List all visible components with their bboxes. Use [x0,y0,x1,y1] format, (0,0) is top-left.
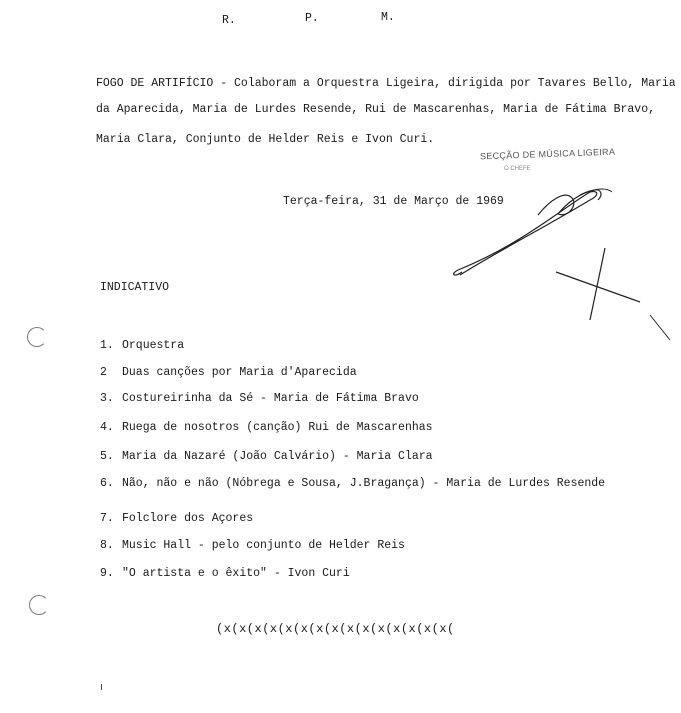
list-item: 9. "O artista e o êxito" - Ivon Curi [100,567,350,580]
list-item: 8. Music Hall - pelo conjunto de Helder Reis [100,539,405,552]
list-item: 6. Não, não e não (Nóbrega e Sousa, J.Bragança) - Maria de Lurdes Resende [100,477,606,490]
list-item: 4. Ruega de nosotros (canção) Rui de Mascarenhas [100,421,433,434]
stamp-sub: O CHEFE [504,166,531,172]
list-item: 5. Maria da Nazaré (João Calvário) - Maria Clara [100,450,433,463]
intro-line: FOGO DE ARTIFÍCIO - Colaboram a Orquestra Ligeira, dirigida por Tavares Bello, Maria [96,77,676,90]
stray-mark [101,684,102,690]
separator-line: (x(x(x(x(x(x(x(x(x(x(x(x(x(x(x( [216,622,455,636]
punch-hole-icon [29,595,49,615]
intro-line: Maria Clara, Conjunto de Helder Reis e Ivon Curi. [96,133,435,146]
punch-hole-icon [27,327,47,347]
list-item: 7. Folclore dos Açores [100,512,254,525]
header-m: M. [381,11,395,24]
date-line: Terça-feira, 31 de Março de 1969 [283,195,504,208]
header-r: R. [222,14,236,27]
header-p: P. [305,12,319,25]
signature-mark [440,170,680,350]
intro-line: da Aparecida, Maria de Lurdes Resende, Rui de Mascarenhas, Maria de Fátima Bravo, [96,103,655,116]
list-item: 2 Duas canções por Maria d'Aparecida [100,366,357,379]
stamp-title: SECÇÃO DE MÚSICA LIGEIRA [479,146,616,162]
list-item: 3. Costureirinha da Sé - Maria de Fátima Bravo [100,392,419,405]
list-item: 1. Orquestra [100,339,185,352]
section-title: INDICATIVO [100,281,170,294]
